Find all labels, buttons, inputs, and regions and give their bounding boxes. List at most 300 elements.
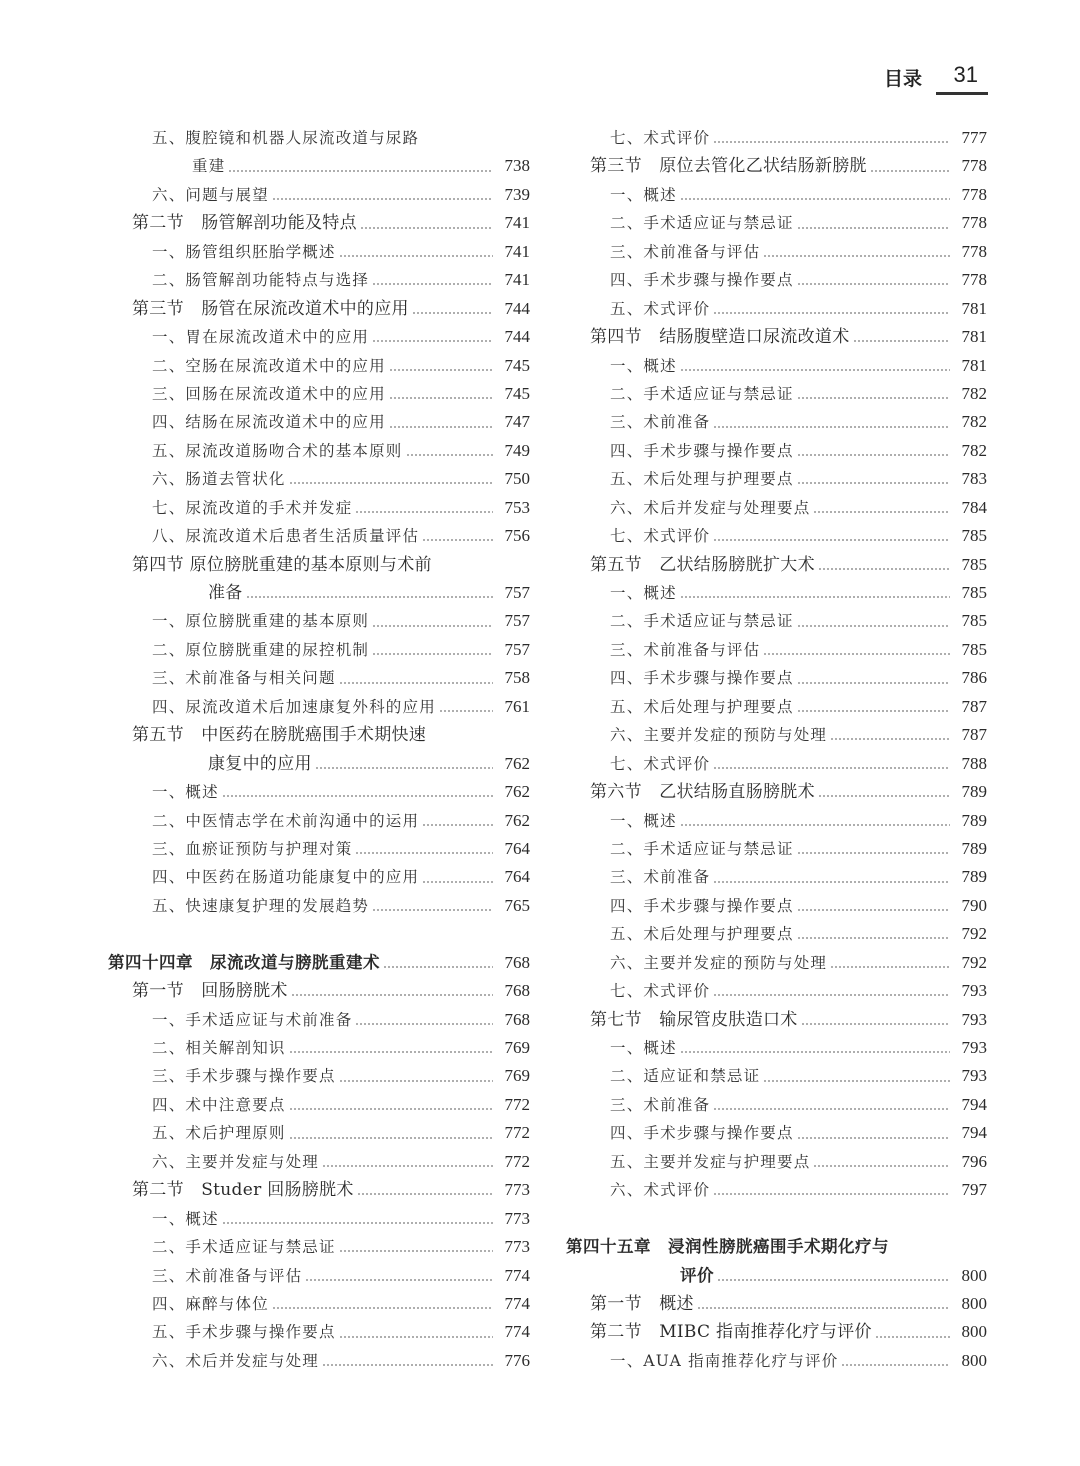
toc-entry[interactable] — [108, 607, 530, 635]
toc-entry-title: 二、手术适应证与禁忌证 — [610, 612, 794, 631]
toc-entry[interactable] — [108, 352, 530, 380]
leader-dots — [763, 1080, 950, 1082]
toc-entry[interactable] — [108, 181, 530, 209]
toc-entry[interactable] — [566, 551, 987, 579]
toc-entry[interactable] — [566, 1034, 987, 1062]
toc-entry[interactable] — [108, 1091, 530, 1119]
toc-entry-title: 第四十五章 浸润性膀胱癌围手术期化疗与 — [566, 1237, 889, 1257]
leader-dots — [339, 1080, 493, 1082]
leader-dots — [713, 141, 950, 143]
leader-dots — [841, 1364, 950, 1366]
toc-entry-page: 800 — [961, 1350, 987, 1370]
toc-entry[interactable] — [566, 380, 987, 408]
toc-entry-title: 五、主要并发症与护理要点 — [610, 1152, 811, 1171]
toc-entry[interactable] — [566, 1262, 987, 1290]
toc-entry[interactable] — [108, 750, 530, 778]
toc-entry-title: 第四节 原位膀胱重建的基本原则与术前 — [132, 554, 432, 575]
toc-entry[interactable] — [108, 408, 530, 436]
leader-dots — [372, 340, 493, 342]
toc-entry[interactable] — [566, 323, 987, 351]
leader-dots — [339, 255, 493, 257]
toc-entry-page: 774 — [504, 1322, 530, 1342]
toc-entry-title: 六、术式评价 — [610, 1181, 711, 1200]
toc-entry[interactable] — [108, 1119, 530, 1147]
toc-entry-title: 七、术式评价 — [610, 129, 711, 147]
toc-entry[interactable] — [566, 1347, 987, 1375]
toc-entry-title: 二、手术适应证与禁忌证 — [152, 1238, 336, 1257]
toc-entry[interactable] — [108, 1006, 530, 1034]
toc-entry-page: 782 — [961, 383, 987, 403]
leader-dots — [713, 1193, 950, 1195]
toc-entry-title: 第五节 中医药在膀胱癌围手术期快速 — [132, 725, 427, 746]
toc-right-column — [566, 124, 987, 1375]
header-title: 目录 — [883, 68, 922, 90]
toc-entry[interactable] — [108, 778, 530, 806]
toc-entry-page: 772 — [504, 1094, 530, 1114]
toc-entry[interactable] — [108, 551, 530, 579]
leader-dots — [222, 795, 493, 797]
toc-entry[interactable] — [108, 693, 530, 721]
toc-entry[interactable] — [108, 1318, 530, 1346]
toc-entry-title: 三、血瘀证预防与护理对策 — [152, 839, 353, 858]
toc-entry-title: 第二节 Studer 回肠膀胱术 — [132, 1180, 354, 1201]
toc-entry[interactable] — [566, 238, 987, 266]
leader-dots — [892, 1250, 950, 1252]
toc-entry-title: 五、腹腔镜和机器人尿流改道与尿路 — [152, 129, 420, 147]
leader-dots — [322, 1364, 493, 1366]
toc-entry-title: 八、尿流改道术后患者生活质量评估 — [152, 527, 420, 546]
leader-dots — [717, 1279, 950, 1281]
leader-dots — [422, 539, 493, 541]
toc-entry-title: 五、术后处理与护理要点 — [610, 925, 794, 944]
toc-entry-page: 792 — [961, 952, 987, 972]
toc-entry-title: 六、术后并发症与处理要点 — [610, 498, 811, 517]
leader-dots — [713, 426, 950, 428]
toc-entry-title: 第五节 乙状结肠膀胱扩大术 — [590, 554, 815, 575]
toc-entry-title: 一、概述 — [610, 1039, 677, 1057]
toc-entry[interactable] — [108, 266, 530, 294]
toc-entry-page: 800 — [961, 1265, 987, 1285]
toc-entry[interactable] — [566, 750, 987, 778]
toc-entry[interactable] — [108, 835, 530, 863]
toc-entry-page: 772 — [504, 1151, 530, 1171]
leader-dots — [697, 1307, 950, 1309]
toc-entry[interactable] — [566, 1062, 987, 1090]
toc-entry[interactable] — [566, 1006, 987, 1034]
toc-entry-title: 三、回肠在尿流改道术中的应用 — [152, 384, 386, 403]
toc-entry[interactable] — [566, 607, 987, 635]
toc-entry[interactable] — [566, 295, 987, 323]
toc-entry-page: 774 — [504, 1293, 530, 1313]
leader-dots — [763, 653, 950, 655]
leader-dots — [422, 141, 493, 143]
toc-entry[interactable] — [108, 949, 530, 977]
toc-entry[interactable] — [108, 1176, 530, 1204]
toc-entry[interactable] — [566, 579, 987, 607]
toc-entry-title: 七、术式评价 — [610, 982, 711, 1001]
toc-entry[interactable] — [566, 266, 987, 294]
leader-dots — [435, 568, 493, 570]
toc-entry-title: 第二节 MIBC 指南推荐化疗与评价 — [590, 1322, 872, 1343]
toc-entry-title: 六、主要并发症的预防与处理 — [610, 726, 828, 745]
toc-entry[interactable] — [566, 494, 987, 522]
toc-entry-title: 一、概述 — [152, 783, 219, 802]
toc-entry-title: 第四十四章 尿流改道与膀胱重建术 — [108, 952, 380, 972]
toc-entry-title: 一、胃在尿流改道术中的应用 — [152, 328, 370, 347]
leader-dots — [713, 994, 950, 996]
toc-entry-title: 三、术前准备与评估 — [152, 1266, 303, 1285]
toc-spacer — [108, 920, 530, 948]
toc-entry[interactable] — [108, 1148, 530, 1176]
toc-entry[interactable] — [566, 835, 987, 863]
toc-entry-page: 773 — [504, 1180, 530, 1200]
toc-entry-page: 800 — [961, 1293, 987, 1313]
toc-entry-title: 重建 — [192, 157, 226, 176]
toc-entry-title: 五、尿流改道肠吻合术的基本原则 — [152, 441, 403, 460]
toc-entry[interactable] — [108, 636, 530, 664]
toc-entry-page: 749 — [504, 440, 530, 460]
toc-entry[interactable] — [108, 1205, 530, 1233]
toc-entry-title: 一、肠管组织胚胎学概述 — [152, 242, 336, 261]
toc-entry-page: 786 — [961, 668, 987, 688]
leader-dots — [246, 596, 493, 598]
toc-entry-title: 一、概述 — [610, 811, 677, 830]
page-header — [808, 62, 988, 98]
leader-dots — [713, 767, 950, 769]
leader-dots — [680, 1051, 950, 1053]
toc-entry-page: 738 — [504, 156, 530, 176]
toc-entry-page: 762 — [504, 810, 530, 830]
leader-dots — [339, 1336, 493, 1338]
toc-entry-title: 一、概述 — [610, 185, 677, 204]
toc-entry-title: 准备 — [208, 583, 243, 603]
toc-entry[interactable] — [566, 949, 987, 977]
toc-entry-page: 741 — [504, 270, 530, 290]
toc-entry-page: 764 — [504, 867, 530, 887]
toc-entry-page: 778 — [961, 184, 987, 204]
toc-entry-page: 753 — [504, 497, 530, 517]
toc-entry[interactable] — [566, 892, 987, 920]
toc-entry-title: 三、术前准备与相关问题 — [152, 669, 336, 688]
toc-entry[interactable] — [108, 1034, 530, 1062]
toc-entry-title: 三、术前准备 — [610, 1095, 711, 1114]
leader-dots — [305, 1279, 493, 1281]
toc-entry-page: 787 — [961, 725, 987, 745]
toc-entry-title: 六、主要并发症与处理 — [152, 1152, 320, 1171]
toc-entry-title: 第二节 肠管解剖功能及特点 — [132, 213, 357, 234]
toc-entry-page: 787 — [961, 696, 987, 716]
toc-entry-title: 四、手术步骤与操作要点 — [610, 1124, 794, 1143]
toc-entry[interactable] — [108, 977, 530, 1005]
leader-dots — [429, 738, 493, 740]
toc-entry[interactable] — [108, 721, 530, 749]
toc-entry-title: 第七节 输尿管皮肤造口术 — [590, 1009, 798, 1030]
leader-dots — [870, 170, 950, 172]
toc-entry-page: 750 — [504, 469, 530, 489]
toc-entry-title: 三、术前准备与评估 — [610, 242, 761, 261]
toc-entry-page: 744 — [504, 298, 530, 318]
leader-dots — [315, 767, 493, 769]
toc-entry-title: 评价 — [680, 1265, 714, 1285]
toc-entry-page: 793 — [961, 1066, 987, 1086]
toc-entry-title: 二、手术适应证与禁忌证 — [610, 214, 794, 233]
leader-dots — [797, 397, 950, 399]
toc-entry[interactable] — [566, 636, 987, 664]
toc-entry-title: 三、术前准备 — [610, 868, 711, 887]
leader-dots — [713, 1108, 950, 1110]
toc-entry[interactable] — [566, 181, 987, 209]
toc-entry-page: 778 — [961, 213, 987, 233]
toc-entry-page: 768 — [504, 1009, 530, 1029]
toc-entry-title: 第四节 结肠腹壁造口尿流改道术 — [590, 327, 850, 348]
toc-entry[interactable] — [566, 522, 987, 550]
toc-entry[interactable] — [566, 209, 987, 237]
toc-entry-title: 五、手术步骤与操作要点 — [152, 1323, 336, 1342]
toc-entry[interactable] — [566, 1233, 987, 1261]
toc-entry-page: 768 — [504, 981, 530, 1001]
toc-entry[interactable] — [566, 408, 987, 436]
toc-entry-page: 758 — [504, 668, 530, 688]
leader-dots — [389, 426, 493, 428]
leader-dots — [422, 824, 493, 826]
leader-dots — [228, 170, 493, 172]
toc-entry[interactable] — [108, 1233, 530, 1261]
toc-entry-page: 794 — [961, 1123, 987, 1143]
toc-entry-page: 788 — [961, 753, 987, 773]
toc-entry-page: 785 — [961, 526, 987, 546]
leader-dots — [797, 454, 950, 456]
toc-entry-page: 793 — [961, 1038, 987, 1057]
toc-entry-title: 二、相关解剖知识 — [152, 1039, 286, 1057]
toc-entry-page: 773 — [504, 1237, 530, 1257]
toc-entry-page: 764 — [504, 838, 530, 858]
toc-entry-page: 757 — [504, 583, 530, 602]
leader-dots — [355, 511, 493, 513]
leader-dots — [813, 1165, 950, 1167]
toc-entry-page: 789 — [961, 810, 987, 830]
toc-entry-title: 四、中医药在肠道功能康复中的应用 — [152, 868, 420, 887]
toc-entry-title: 六、主要并发症的预防与处理 — [610, 953, 828, 972]
toc-entry-title: 四、手术步骤与操作要点 — [610, 441, 794, 460]
toc-entry[interactable] — [108, 579, 530, 607]
leader-dots — [289, 1108, 493, 1110]
toc-entry-page: 781 — [961, 355, 987, 375]
toc-entry[interactable] — [566, 807, 987, 835]
toc-entry[interactable] — [108, 295, 530, 323]
leader-dots — [372, 653, 493, 655]
toc-entry[interactable] — [108, 380, 530, 408]
toc-entry-page: 792 — [961, 924, 987, 944]
toc-entry-page: 785 — [961, 554, 987, 574]
header-rule — [936, 92, 988, 95]
toc-entry[interactable] — [566, 1290, 987, 1318]
toc-entry[interactable] — [566, 465, 987, 493]
toc-entry-title: 六、术后并发症与处理 — [152, 1351, 320, 1370]
toc-entry[interactable] — [108, 1290, 530, 1318]
toc-entry-page: 794 — [961, 1094, 987, 1114]
leader-dots — [830, 966, 950, 968]
toc-entry[interactable] — [108, 494, 530, 522]
toc-entry-title: 二、原位膀胱重建的尿控机制 — [152, 640, 370, 659]
toc-entry-title: 七、术式评价 — [610, 527, 711, 546]
leader-dots — [357, 1193, 493, 1195]
toc-entry-page: 745 — [504, 383, 530, 403]
toc-entry[interactable] — [566, 721, 987, 749]
leader-dots — [680, 824, 950, 826]
toc-entry[interactable] — [108, 863, 530, 891]
toc-entry[interactable] — [108, 664, 530, 692]
toc-entry[interactable] — [108, 465, 530, 493]
toc-entry[interactable] — [566, 437, 987, 465]
toc-entry[interactable] — [566, 152, 987, 180]
toc-entry-title: 一、概述 — [152, 1209, 219, 1228]
toc-entry-page: 793 — [961, 1009, 987, 1029]
leader-dots — [406, 454, 493, 456]
toc-entry[interactable] — [108, 437, 530, 465]
toc-entry[interactable] — [566, 977, 987, 1005]
leader-dots — [818, 568, 950, 570]
leader-dots — [875, 1336, 950, 1338]
leader-dots — [713, 312, 950, 314]
toc-entry-title: 四、术中注意要点 — [152, 1095, 286, 1114]
leader-dots — [801, 1023, 950, 1025]
leader-dots — [360, 227, 493, 229]
toc-entry-title: 四、手术步骤与操作要点 — [610, 896, 794, 915]
toc-entry-title: 三、术前准备与评估 — [610, 640, 761, 659]
toc-entry[interactable] — [566, 664, 987, 692]
toc-entry-page: 739 — [504, 184, 530, 204]
toc-entry-page: 778 — [961, 241, 987, 261]
toc-entry-page: 783 — [961, 469, 987, 489]
toc-entry[interactable] — [108, 209, 530, 237]
leader-dots — [853, 340, 951, 342]
toc-entry-page: 781 — [961, 298, 987, 318]
toc-entry-page: 757 — [504, 639, 530, 659]
leader-dots — [322, 1165, 493, 1167]
toc-entry[interactable] — [566, 920, 987, 948]
toc-entry-page: 790 — [961, 895, 987, 915]
leader-dots — [797, 283, 950, 285]
toc-entry-title: 六、肠道去管状化 — [152, 470, 286, 489]
toc-entry-title: 一、概述 — [610, 584, 677, 602]
leader-dots — [222, 1222, 493, 1224]
toc-entry-title: 一、概述 — [610, 356, 677, 375]
toc-entry[interactable] — [108, 522, 530, 550]
toc-entry-page: 785 — [961, 583, 987, 602]
leader-dots — [289, 482, 493, 484]
leader-dots — [389, 369, 493, 371]
toc-entry-title: 二、空肠在尿流改道术中的应用 — [152, 356, 386, 375]
toc-entry-page: 757 — [504, 611, 530, 631]
toc-entry-title: 二、中医情志学在术前沟通中的运用 — [152, 811, 420, 830]
leader-dots — [797, 682, 950, 684]
leader-dots — [422, 881, 493, 883]
toc-entry-page: 785 — [961, 639, 987, 659]
toc-entry-title: 五、术后处理与护理要点 — [610, 470, 794, 489]
toc-entry-page: 796 — [961, 1151, 987, 1171]
toc-entry[interactable] — [108, 323, 530, 351]
toc-entry-page: 741 — [504, 241, 530, 261]
toc-entry-page: 762 — [504, 753, 530, 773]
toc-entry-page: 747 — [504, 412, 530, 432]
toc-entry-title: 四、尿流改道术后加速康复外科的应用 — [152, 697, 436, 716]
leader-dots — [713, 881, 950, 883]
toc-entry[interactable] — [108, 1062, 530, 1090]
toc-entry-page: 777 — [961, 128, 987, 147]
toc-entry[interactable] — [108, 152, 530, 180]
toc-entry-title: 六、问题与展望 — [152, 185, 269, 204]
leader-dots — [680, 369, 950, 371]
toc-entry[interactable] — [108, 1262, 530, 1290]
leader-dots — [813, 511, 950, 513]
toc-spacer — [566, 1205, 987, 1233]
toc-entry-page: 744 — [504, 327, 530, 347]
leader-dots — [355, 852, 493, 854]
toc-entry[interactable] — [566, 352, 987, 380]
toc-entry-title: 第六节 乙状结肠直肠膀胱术 — [590, 782, 815, 803]
leader-dots — [272, 1307, 493, 1309]
toc-entry-title: 三、手术步骤与操作要点 — [152, 1067, 336, 1086]
leader-dots — [713, 539, 950, 541]
toc-entry[interactable] — [566, 863, 987, 891]
toc-entry[interactable] — [108, 238, 530, 266]
leader-dots — [339, 1250, 493, 1252]
leader-dots — [291, 994, 493, 996]
toc-entry[interactable] — [108, 1347, 530, 1375]
toc-entry-page: 774 — [504, 1265, 530, 1285]
toc-entry[interactable] — [566, 1318, 987, 1346]
toc-entry[interactable] — [566, 778, 987, 806]
leader-dots — [818, 795, 950, 797]
leader-dots — [372, 909, 493, 911]
toc-entry-page: 769 — [504, 1038, 530, 1057]
toc-entry[interactable] — [566, 124, 987, 152]
toc-entry-page: 800 — [961, 1322, 987, 1342]
toc-entry-title: 第一节 概述 — [590, 1293, 694, 1314]
toc-entry-page: 773 — [504, 1208, 530, 1228]
toc-entry-title: 五、术后护理原则 — [152, 1124, 286, 1143]
toc-entry[interactable] — [108, 807, 530, 835]
toc-entry-title: 康复中的应用 — [208, 753, 312, 774]
toc-entry-page: 793 — [961, 981, 987, 1001]
toc-entry[interactable] — [108, 124, 530, 152]
leader-dots — [797, 937, 950, 939]
toc-entry-page: 765 — [504, 895, 530, 915]
toc-entry[interactable] — [108, 892, 530, 920]
toc-entry[interactable] — [566, 1176, 987, 1204]
leader-dots — [439, 710, 493, 712]
toc-entry-page: 785 — [961, 611, 987, 631]
leader-dots — [797, 227, 950, 229]
toc-entry-page: 778 — [961, 270, 987, 290]
toc-entry-title: 第三节 肠管在尿流改道术中的应用 — [132, 298, 409, 319]
toc-entry-title: 第一节 回肠膀胱术 — [132, 981, 288, 1002]
toc-entry-title: 五、术式评价 — [610, 299, 711, 318]
toc-entry-page: 782 — [961, 440, 987, 460]
toc-entry[interactable] — [566, 1148, 987, 1176]
leader-dots — [830, 738, 950, 740]
toc-entry-title: 四、麻醉与体位 — [152, 1294, 269, 1313]
leader-dots — [412, 312, 493, 314]
leader-dots — [372, 283, 493, 285]
toc-entry[interactable] — [566, 693, 987, 721]
leader-dots — [797, 710, 950, 712]
toc-entry-page: 745 — [504, 355, 530, 375]
toc-entry[interactable] — [566, 1119, 987, 1147]
toc-entry-title: 七、尿流改道的手术并发症 — [152, 498, 353, 517]
toc-entry[interactable] — [566, 1091, 987, 1119]
toc-entry-page: 797 — [961, 1180, 987, 1200]
